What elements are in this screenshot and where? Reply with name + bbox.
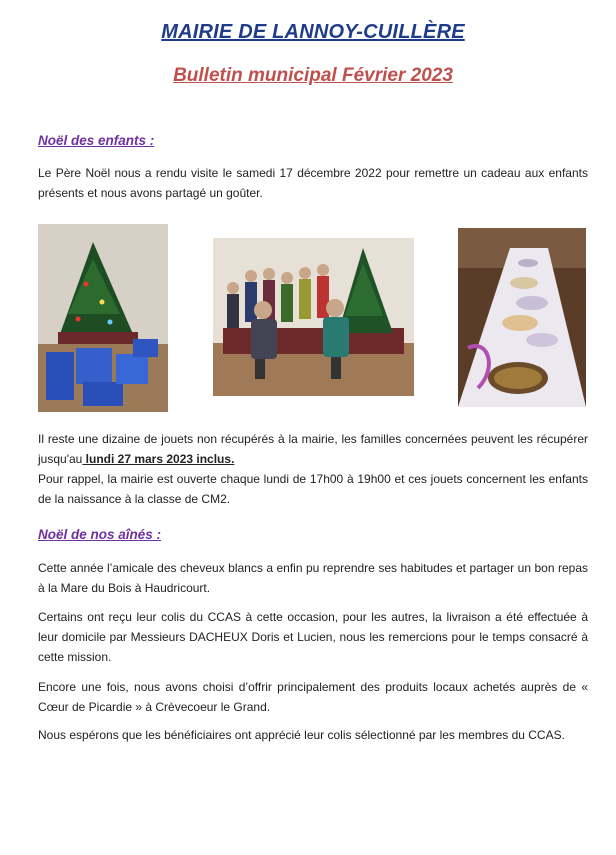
aines-paragraph-2: Certains ont reçu leur colis du CCAS à cette occasion, pour les autres, la livraison a été effectuée à leur domicile par Messieurs DACHEUX Doris et Lucien, nous les remercions pour le temps consacré à cette mission. — [38, 610, 588, 664]
section-heading-noel-aines: Noël de nos aînés : — [38, 527, 162, 542]
intro-paragraph: Le Père Noël nous a rendu visite le samedi 17 décembre 2022 pour remettre un cadeau aux enfants présents et nous avons partagé un goûter. — [38, 166, 588, 200]
reminder-paragraph: Pour rappel, la mairie est ouverte chaque lundi de 17h00 à 19h00 et ces jouets concernent les enfants de la naissance à la classe de CM2. — [38, 472, 588, 506]
page-title: MAIRIE DE LANNOY-CUILLÈRE — [161, 21, 465, 43]
group-children-photo — [213, 238, 414, 396]
section-heading-noel-enfants: Noël des enfants : — [38, 133, 155, 148]
aines-paragraph-4: Nous espérons que les bénéficiaires ont apprécié leur colis sélectionné par les membres du CCAS. — [38, 728, 565, 742]
aines-paragraph-1: Cette année l’amicale des cheveux blancs a enfin pu reprendre ses habitudes et partager un bon repas à la Mare du Bois à Haudricourt. — [38, 561, 588, 595]
toys-text: Il reste une dizaine de jouets non récupérés à la mairie, les familles concernées peuvent les récupérer jusqu'au — [38, 432, 588, 466]
page-subtitle: Bulletin municipal Février 2023 — [173, 65, 453, 86]
christmas-tree-gifts-photo — [38, 224, 168, 412]
toys-deadline: lundi 27 mars 2023 inclus. — [82, 452, 235, 466]
toys-paragraph — [38, 429, 588, 469]
aines-paragraph-3: Encore une fois, nous avons choisi d’offrir principalement des produits locaux achetés auprès de « Cœur de Picardie » à Crèvecoeur le Grand. — [38, 680, 588, 714]
snack-table-photo — [458, 228, 586, 407]
